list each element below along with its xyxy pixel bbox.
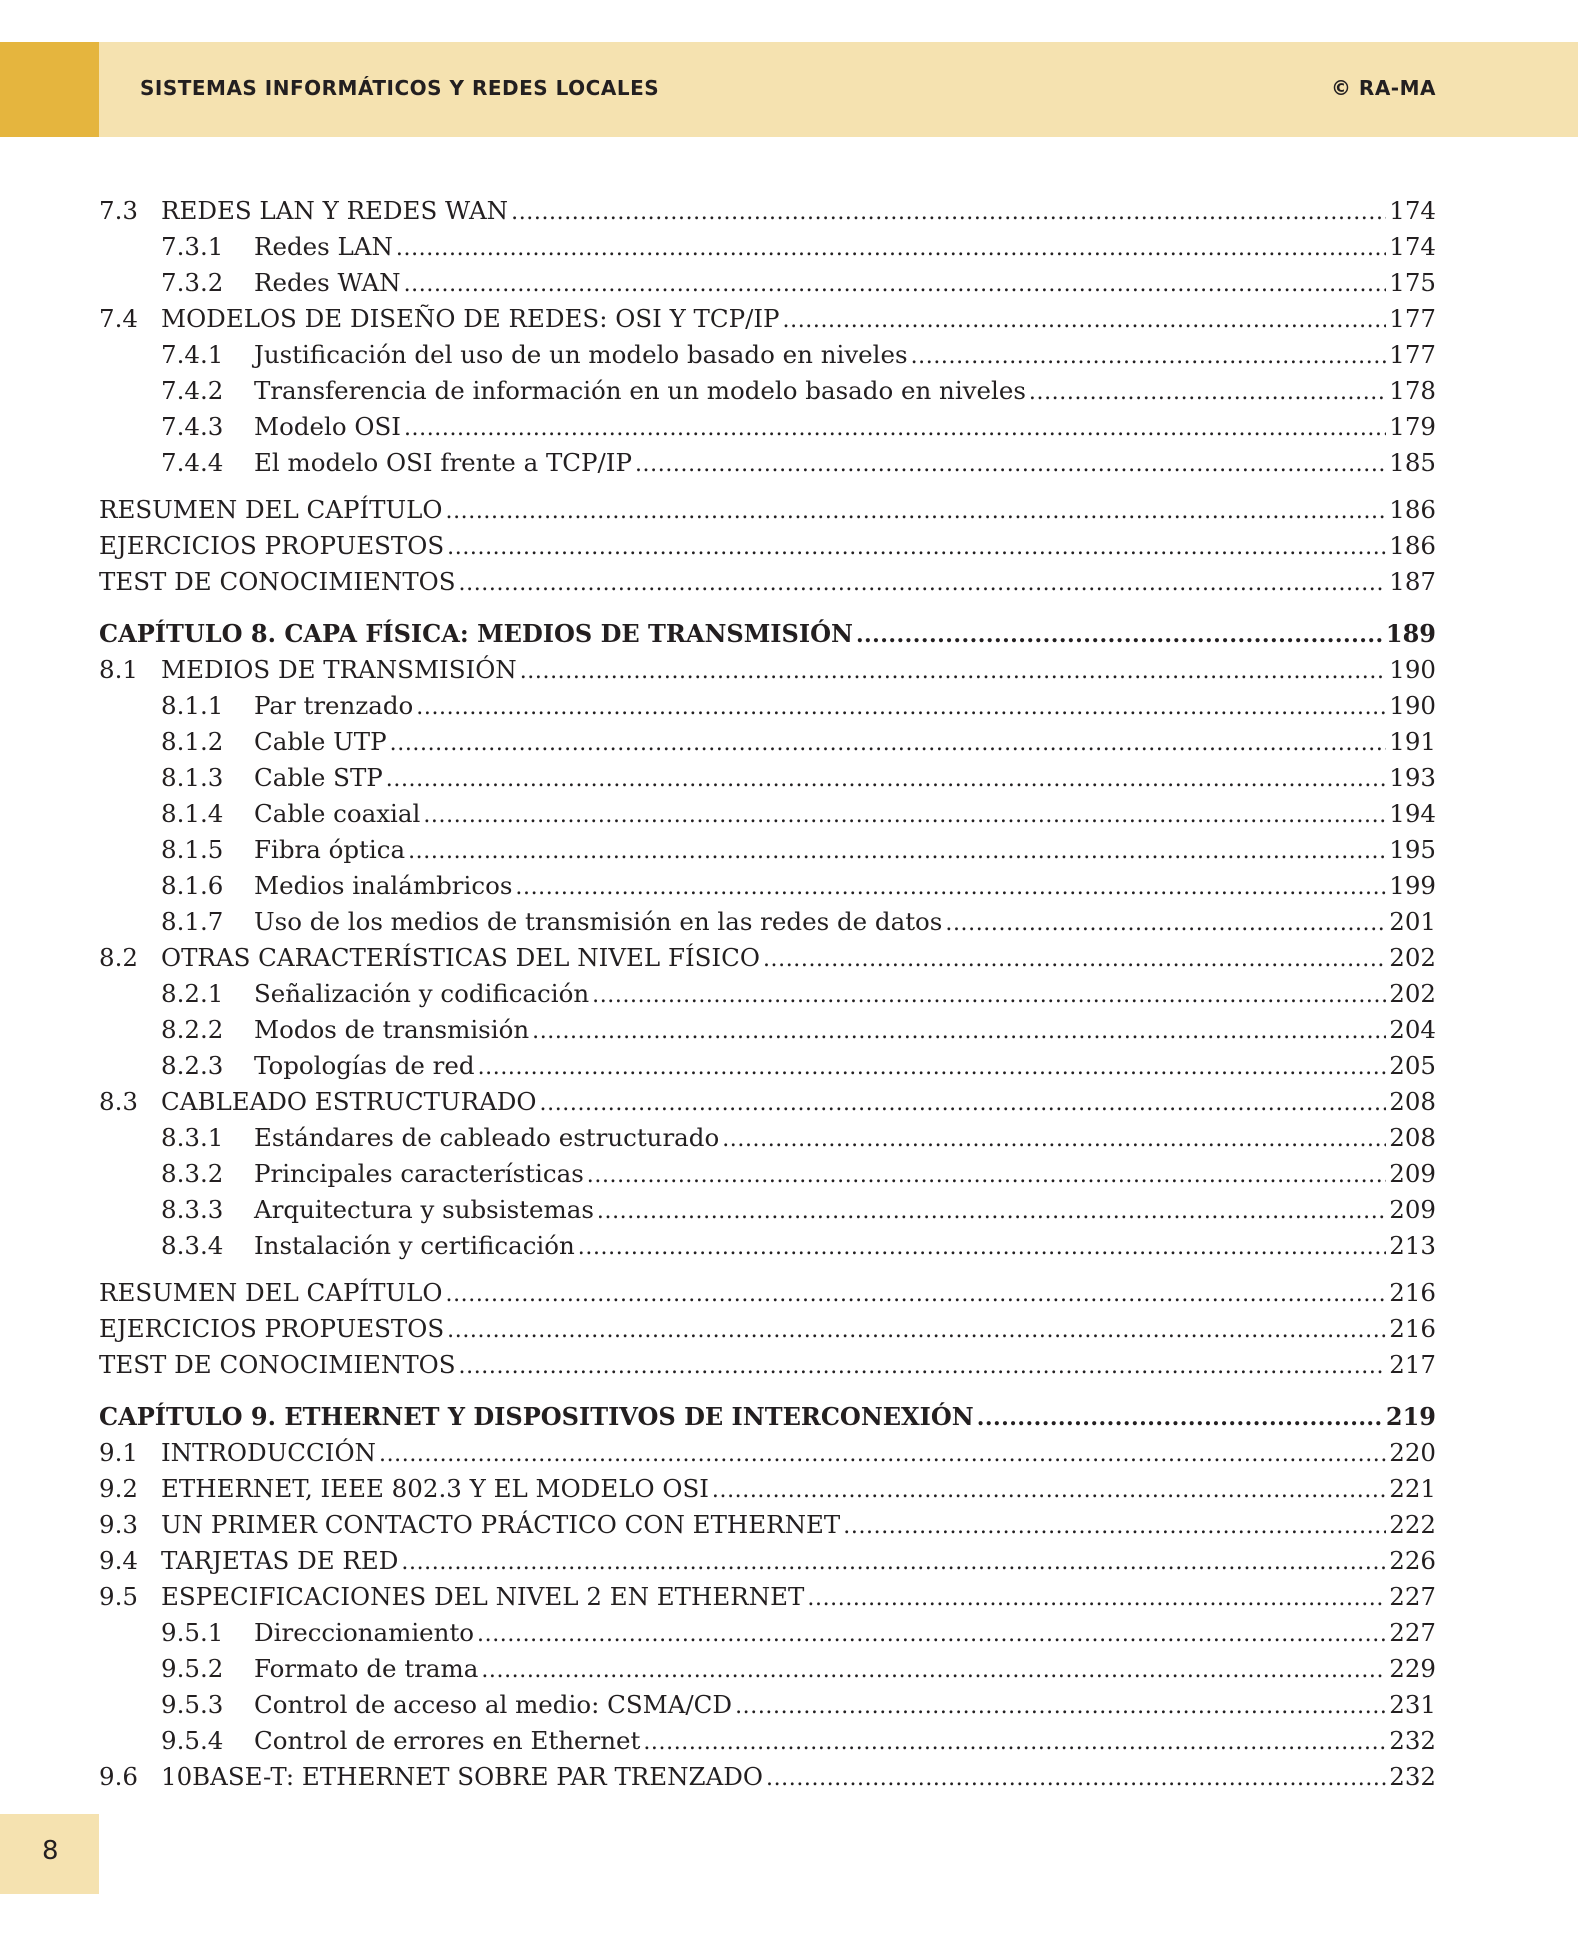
toc-entry-title: MODELOS DE DISEÑO DE REDES: OSI Y TCP/IP [161,304,780,333]
toc-entry [99,410,1436,444]
toc-entry [99,338,1436,372]
toc-entry [99,1688,1436,1722]
toc-entry-page: 186 [1389,495,1436,524]
toc-entry-number: 8.3.1 [161,1123,224,1152]
toc-entry-page: 222 [1389,1510,1436,1539]
toc-entry-title: Justificación del uso de un modelo basado en niveles [254,340,908,369]
toc-entry [99,1085,1436,1119]
toc-entry-number: 8.1.4 [161,799,224,828]
toc-entry-number: 9.6 [99,1762,138,1791]
toc-entry-page: 190 [1389,655,1436,684]
toc-entry-title: Formato de trama [254,1654,479,1683]
toc-dot-leader [416,689,1386,725]
toc-entry-page: 177 [1389,340,1436,369]
toc-entry-title: Fibra óptica [254,835,406,864]
toc-entry [99,1276,1436,1310]
toc-entry-page: 208 [1389,1087,1436,1116]
toc-dot-leader [911,338,1387,374]
toc-entry [99,1348,1436,1382]
toc-entry-title: Principales características [254,1159,584,1188]
toc-entry-page: 232 [1389,1762,1436,1791]
toc-entry [99,1013,1436,1047]
toc-entry [99,761,1436,795]
toc-entry-number: 8.2.2 [161,1015,224,1044]
toc-entry-page: 187 [1389,567,1436,596]
toc-entry-number: 9.5.2 [161,1654,224,1683]
toc-entry-page: 201 [1389,907,1436,936]
toc-entry-number: 8.1.7 [161,907,224,936]
toc-entry-number: 9.4 [99,1546,138,1575]
toc-entry-title: Señalización y codificación [254,979,590,1008]
toc-entry [99,1760,1436,1794]
toc-entry-number: 8.2 [99,943,138,972]
toc-entry-page: 209 [1389,1195,1436,1224]
toc-entry [99,797,1436,831]
toc-entry-title: TARJETAS DE RED [161,1546,399,1575]
toc-dot-leader [783,302,1387,338]
toc-entry [99,653,1436,687]
toc-entry-number: 8.3.3 [161,1195,224,1224]
toc-entry [99,833,1436,867]
toc-entry [99,374,1436,408]
toc-entry-title: RESUMEN DEL CAPÍTULO [99,1278,443,1307]
toc-entry-number: 8.1.6 [161,871,224,900]
toc-dot-leader [735,1688,1386,1724]
toc-entry-title: RESUMEN DEL CAPÍTULO [99,495,443,524]
toc-entry-number: 7.4.3 [161,412,224,441]
toc-entry-number: 7.3 [99,196,138,225]
toc-entry [99,869,1436,903]
toc-entry [99,1616,1436,1650]
toc-entry-page: 177 [1389,304,1436,333]
toc-entry [99,1121,1436,1155]
toc-entry-title: CAPÍTULO 8. CAPA FÍSICA: MEDIOS DE TRANSMISIÓN [99,619,853,648]
toc-entry-number: 9.5.1 [161,1618,224,1647]
toc-entry-number: 7.4.2 [161,376,224,405]
toc-entry [99,493,1436,527]
toc-dot-leader [712,1472,1386,1508]
header-accent-block [0,42,99,137]
toc-entry-title: MEDIOS DE TRANSMISIÓN [161,655,517,684]
toc-dot-leader [447,1312,1386,1348]
toc-entry [99,1580,1436,1614]
toc-entry-page: 216 [1389,1278,1436,1307]
toc-entry-number: 9.5 [99,1582,138,1611]
toc-entry-number: 9.5.4 [161,1726,224,1755]
toc-entry-title: Par trenzado [254,691,414,720]
toc-entry-title: EJERCICIOS PROPUESTOS [99,531,445,560]
toc-entry-page: 199 [1389,871,1436,900]
toc-entry-page: 194 [1389,799,1436,828]
toc-entry-page: 205 [1389,1051,1436,1080]
toc-entry-title: Instalación y certificación [254,1231,575,1260]
toc-entry-title: Modos de transmisión [254,1015,530,1044]
toc-entry-title: Topologías de red [254,1051,475,1080]
toc-entry-page: 175 [1389,268,1436,297]
toc-entry-title: Control de errores en Ethernet [254,1726,641,1755]
toc-entry-page: 202 [1389,943,1436,972]
toc-dot-leader [447,529,1386,565]
toc-entry [99,1724,1436,1758]
toc-entry-page: 193 [1389,763,1436,792]
toc-dot-leader [643,1724,1386,1760]
toc-dot-leader [404,266,1387,302]
toc-chapter-entry [99,617,1436,651]
toc-entry [99,529,1436,563]
toc-entry-number: 8.2.3 [161,1051,224,1080]
toc-entry [99,194,1436,228]
toc-entry-page: 229 [1389,1654,1436,1683]
toc-entry-page: 202 [1389,979,1436,1008]
toc-entry [99,1312,1436,1346]
toc-dot-leader [1029,374,1386,410]
toc-dot-leader [481,1652,1386,1688]
toc-dot-leader [766,1760,1386,1796]
toc-entry-title: Uso de los medios de transmisión en las redes de datos [254,907,943,936]
toc-entry-page: 217 [1389,1350,1436,1379]
toc-entry-page: 191 [1389,727,1436,756]
toc-entry-page: 195 [1389,835,1436,864]
toc-dot-leader [423,797,1386,833]
toc-entry [99,565,1436,599]
toc-entry [99,230,1436,264]
toc-entry-number: 9.5.3 [161,1690,224,1719]
toc-dot-leader [977,1400,1383,1435]
toc-entry-number: 8.1.3 [161,763,224,792]
toc-dot-leader [446,493,1387,529]
toc-entry [99,725,1436,759]
toc-dot-leader [722,1121,1386,1157]
toc-entry [99,941,1436,975]
toc-dot-leader [386,761,1386,797]
toc-entry-title: ETHERNET, IEEE 802.3 Y EL MODELO OSI [161,1474,709,1503]
toc-entry-title: Cable UTP [254,727,387,756]
toc-entry-number: 8.1 [99,655,138,684]
toc-entry [99,1229,1436,1263]
toc-entry-title: Cable STP [254,763,383,792]
toc-entry-page: 221 [1389,1474,1436,1503]
toc-entry [99,266,1436,300]
toc-entry-title: CAPÍTULO 9. ETHERNET Y DISPOSITIVOS DE INTERCONEXIÓN [99,1402,974,1431]
toc-entry-title: EJERCICIOS PROPUESTOS [99,1314,445,1343]
toc-entry [99,1436,1436,1470]
toc-dot-leader [478,1049,1387,1085]
toc-entry-number: 8.3.2 [161,1159,224,1188]
toc-entry [99,1472,1436,1506]
toc-entry [99,977,1436,1011]
toc-dot-leader [477,1616,1386,1652]
toc-entry-page: 179 [1389,412,1436,441]
toc-entry-title: TEST DE CONOCIMIENTOS [99,567,456,596]
toc-entry-number: 8.2.1 [161,979,224,1008]
toc-entry-page: 204 [1389,1015,1436,1044]
toc-dot-leader [520,653,1387,689]
toc-entry-title: UN PRIMER CONTACTO PRÁCTICO CON ETHERNET [161,1510,841,1539]
header-copyright: © RA-MA [1330,76,1436,100]
toc-entry-title: Redes LAN [254,232,393,261]
toc-entry [99,1544,1436,1578]
toc-entry-number: 7.4 [99,304,138,333]
toc-dot-leader [396,230,1386,266]
toc-entry-page: 232 [1389,1726,1436,1755]
toc-entry-page: 174 [1389,232,1436,261]
toc-entry-number: 7.3.2 [161,268,224,297]
toc-dot-leader [540,1085,1387,1121]
toc-entry-title: Estándares de cableado estructurado [254,1123,720,1152]
toc-dot-leader [763,941,1386,977]
toc-entry-title: REDES LAN Y REDES WAN [161,196,509,225]
toc-entry [99,1193,1436,1227]
toc-entry-title: El modelo OSI frente a TCP/IP [254,448,632,477]
toc-dot-leader [592,977,1386,1013]
toc-dot-leader [945,905,1386,941]
toc-entry-number: 9.2 [99,1474,138,1503]
toc-entry-page: 216 [1389,1314,1436,1343]
toc-entry-number: 7.4.1 [161,340,224,369]
toc-dot-leader [446,1276,1387,1312]
toc-dot-leader [408,833,1386,869]
toc-dot-leader [390,725,1387,761]
toc-dot-leader [532,1013,1386,1049]
toc-dot-leader [459,565,1387,601]
toc-entry-page: 213 [1389,1231,1436,1260]
toc-entry-page: 178 [1389,376,1436,405]
toc-entry-page: 227 [1389,1582,1436,1611]
toc-entry-page: 208 [1389,1123,1436,1152]
toc-entry-title: OTRAS CARACTERÍSTICAS DEL NIVEL FÍSICO [161,943,760,972]
toc-entry [99,905,1436,939]
toc-entry-page: 174 [1389,196,1436,225]
toc-entry-title: 10BASE-T: ETHERNET SOBRE PAR TRENZADO [161,1762,763,1791]
toc-entry-page: 226 [1389,1546,1436,1575]
toc-entry-page: 185 [1389,448,1436,477]
table-of-contents [99,0,1436,1936]
toc-entry-page: 190 [1389,691,1436,720]
toc-entry [99,689,1436,723]
toc-entry-page: 189 [1385,619,1436,648]
toc-entry-page: 219 [1385,1402,1436,1431]
toc-entry-page: 220 [1389,1438,1436,1467]
toc-dot-leader [511,194,1386,230]
toc-entry-title: Redes WAN [254,268,401,297]
toc-entry [99,446,1436,480]
header-title: SISTEMAS INFORMÁTICOS Y REDES LOCALES [140,76,660,100]
toc-entry-title: Arquitectura y subsistemas [254,1195,594,1224]
toc-entry-page: 227 [1389,1618,1436,1647]
toc-dot-leader [379,1436,1386,1472]
toc-entry-page: 209 [1389,1159,1436,1188]
toc-entry-page: 186 [1389,531,1436,560]
toc-dot-leader [459,1348,1387,1384]
toc-dot-leader [635,446,1386,482]
toc-entry [99,1157,1436,1191]
toc-entry-title: Modelo OSI [254,412,401,441]
toc-dot-leader [843,1508,1386,1544]
toc-entry-title: CABLEADO ESTRUCTURADO [161,1087,537,1116]
toc-dot-leader [578,1229,1386,1265]
toc-entry-title: ESPECIFICACIONES DEL NIVEL 2 EN ETHERNET [161,1582,805,1611]
toc-dot-leader [404,410,1386,446]
toc-entry-number: 8.3 [99,1087,138,1116]
toc-entry-number: 7.3.1 [161,232,224,261]
toc-dot-leader [856,617,1383,652]
toc-entry [99,1508,1436,1542]
toc-entry-number: 7.4.4 [161,448,224,477]
toc-entry-number: 8.3.4 [161,1231,224,1260]
toc-entry-title: Cable coaxial [254,799,421,828]
toc-entry [99,1652,1436,1686]
toc-dot-leader [401,1544,1386,1580]
toc-entry-page: 231 [1389,1690,1436,1719]
page-number: 8 [42,1836,59,1866]
toc-entry-title: Medios inalámbricos [254,871,513,900]
toc-chapter-entry [99,1400,1436,1434]
toc-entry-title: TEST DE CONOCIMIENTOS [99,1350,456,1379]
toc-entry-number: 9.3 [99,1510,138,1539]
footer-page-box [0,1814,99,1894]
toc-dot-leader [515,869,1386,905]
toc-entry [99,1049,1436,1083]
toc-entry-title: Transferencia de información en un modelo basado en niveles [254,376,1026,405]
toc-entry-number: 8.1.5 [161,835,224,864]
toc-dot-leader [807,1580,1386,1616]
toc-entry-number: 8.1.1 [161,691,224,720]
toc-entry-title: Control de acceso al medio: CSMA/CD [254,1690,733,1719]
toc-entry-number: 9.1 [99,1438,138,1467]
toc-dot-leader [587,1157,1386,1193]
toc-entry-title: Direccionamiento [254,1618,475,1647]
toc-entry-title: INTRODUCCIÓN [161,1438,376,1467]
toc-dot-leader [597,1193,1386,1229]
toc-entry [99,302,1436,336]
toc-entry-number: 8.1.2 [161,727,224,756]
